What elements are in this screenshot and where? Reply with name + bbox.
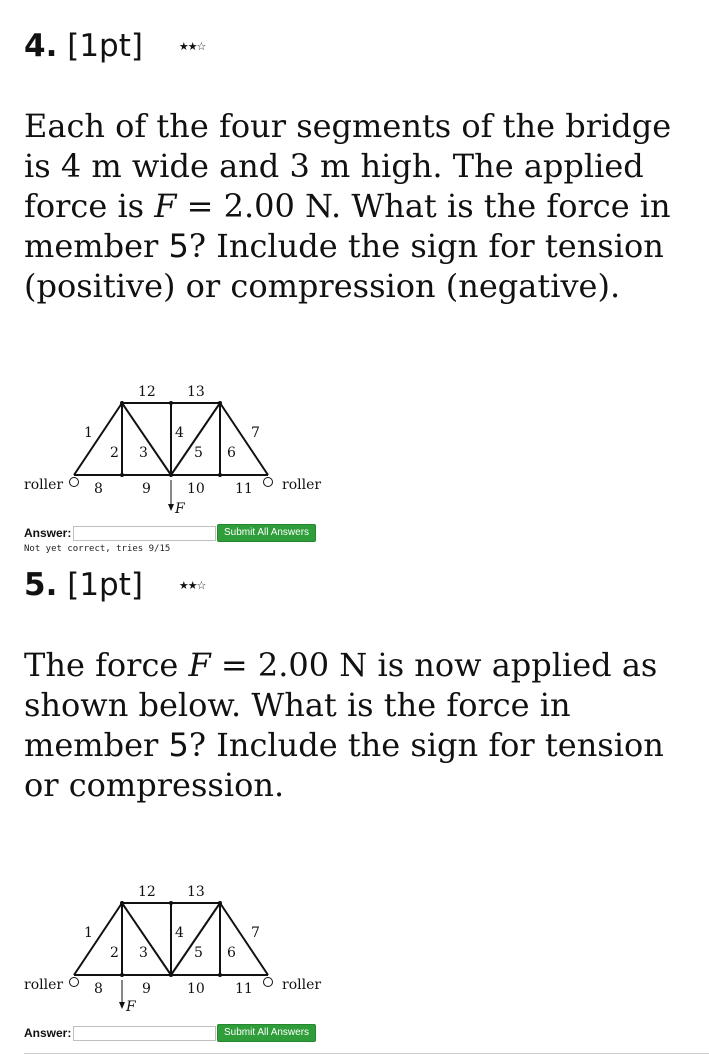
member-label-10: 10: [187, 981, 205, 997]
truss-diagram-4: [0, 380, 340, 520]
answer-input[interactable]: [73, 1026, 216, 1041]
problem-5-text: [24, 645, 704, 805]
attempt-status: Not yet correct, tries 9/15: [24, 544, 171, 554]
member-label-13: 13: [187, 384, 205, 400]
problem-number: 5.: [24, 567, 58, 603]
text-part: ? Include the sign for tension or compression.: [24, 726, 664, 804]
member-label-9: 9: [142, 481, 151, 497]
member-label-4: 4: [175, 425, 184, 441]
member-label-6: 6: [227, 945, 236, 961]
text-part: 2.00 N is now applied as shown below. What is the force in member: [24, 646, 658, 764]
member-label-3: 3: [139, 945, 148, 961]
member-label-8: 8: [94, 981, 103, 997]
submit-all-answers-button[interactable]: Submit All Answers: [217, 524, 316, 542]
member-label-11: 11: [235, 981, 253, 997]
left-support-label: roller: [24, 977, 64, 993]
difficulty-stars-icon: ★★☆: [178, 40, 206, 53]
problem-points: [1pt]: [67, 28, 143, 64]
member-label-5: 5: [194, 945, 203, 961]
text-part: The force: [24, 646, 189, 684]
left-roller-icon: [70, 478, 79, 487]
force-variable: F: [154, 187, 177, 225]
answer-label: Answer:: [24, 526, 72, 540]
right-roller-icon: [264, 478, 273, 487]
member-label-4: 4: [175, 925, 184, 941]
difficulty-stars-icon: ★★☆: [178, 579, 206, 592]
problem-5-header: [24, 567, 205, 610]
member-label-1: 1: [84, 925, 93, 941]
member-label-12: 12: [138, 884, 156, 900]
member-label-11: 11: [235, 481, 253, 497]
member-number: 5: [168, 726, 189, 764]
answer-label: Answer:: [24, 1026, 72, 1040]
member-label-8: 8: [94, 481, 103, 497]
text-part: =: [176, 187, 224, 225]
problem-points: [1pt]: [67, 567, 143, 603]
problem-4-text: [24, 106, 704, 306]
force-arrow-icon: [119, 980, 125, 1009]
member-label-7: 7: [251, 925, 260, 941]
truss-members: [74, 403, 268, 475]
member-label-12: 12: [138, 384, 156, 400]
problem-4-header: [24, 28, 205, 71]
member-label-3: 3: [139, 445, 148, 461]
force-label: F: [126, 999, 136, 1015]
truss-members: [74, 903, 268, 975]
member-label-5: 5: [194, 445, 203, 461]
member-label-7: 7: [251, 425, 260, 441]
divider: [24, 1053, 709, 1054]
member-label-9: 9: [142, 981, 151, 997]
member-label-1: 1: [84, 425, 93, 441]
member-label-10: 10: [187, 481, 205, 497]
text-part: Each of the four segments of the bridge is 4 m wide and 3 m high. The applied force is: [24, 107, 672, 225]
answer-input[interactable]: [73, 526, 216, 541]
member-label-2: 2: [110, 945, 119, 961]
text-part: =: [210, 646, 258, 684]
member-label-13: 13: [187, 884, 205, 900]
left-roller-icon: [70, 978, 79, 987]
text-part: ? Include the sign for tension (positive) or compression (negative).: [24, 227, 664, 305]
member-number: 5: [168, 227, 189, 265]
force-label: F: [175, 501, 185, 517]
right-roller-icon: [264, 978, 273, 987]
force-variable: F: [188, 646, 211, 684]
member-label-2: 2: [110, 445, 119, 461]
right-support-label: roller: [282, 977, 322, 993]
right-support-label: roller: [282, 477, 322, 493]
force-arrow-icon: [168, 480, 174, 511]
left-support-label: roller: [24, 477, 64, 493]
submit-all-answers-button[interactable]: Submit All Answers: [217, 1024, 316, 1042]
problem-number: 4.: [24, 28, 58, 64]
text-part: 2.00 N. What is the force in member: [24, 187, 671, 265]
truss-diagram-5: [0, 880, 340, 1020]
member-label-6: 6: [227, 445, 236, 461]
